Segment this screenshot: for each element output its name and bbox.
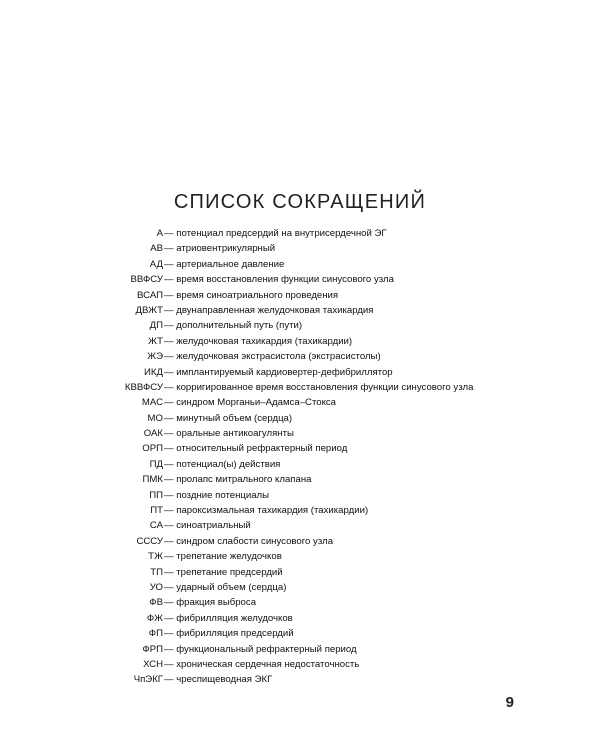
abbreviation-term: ПД bbox=[149, 458, 163, 470]
abbreviation-term: ПТ bbox=[150, 505, 163, 517]
abbreviation-definition: — синдром слабости синусового узла bbox=[164, 535, 334, 547]
abbreviation-row bbox=[0, 349, 600, 364]
abbreviation-definition: — фракция выброса bbox=[164, 597, 257, 609]
abbreviation-row bbox=[0, 672, 600, 687]
abbreviation-definition: — оральные антикоагулянты bbox=[164, 428, 294, 440]
abbreviation-row bbox=[0, 257, 600, 272]
abbreviation-definition: — желудочковая экстрасистола (экстрасистолы) bbox=[164, 351, 381, 363]
abbreviation-term: ВВФСУ bbox=[130, 274, 163, 286]
abbreviation-definition: — функциональный рефрактерный период bbox=[164, 643, 357, 655]
abbreviation-definition: — желудочковая тахикардия (тахикардии) bbox=[164, 335, 353, 347]
abbreviation-row bbox=[0, 226, 600, 241]
abbreviation-definition: — пароксизмальная тахикардия (тахикардии) bbox=[164, 505, 369, 517]
abbreviation-row bbox=[0, 457, 600, 472]
abbreviation-row bbox=[0, 441, 600, 456]
abbreviation-row bbox=[0, 642, 600, 657]
abbreviation-row bbox=[0, 472, 600, 487]
abbreviation-row bbox=[0, 380, 600, 395]
abbreviation-term: ПМК bbox=[142, 474, 163, 486]
abbreviation-definition: — фибрилляция предсердий bbox=[164, 628, 294, 640]
abbreviation-term: ДП bbox=[149, 320, 163, 332]
abbreviation-definition: — время синоатриального проведения bbox=[164, 289, 339, 301]
abbreviation-term: МАС bbox=[141, 397, 163, 409]
abbreviation-definition: — дополнительный путь (пути) bbox=[164, 320, 303, 332]
abbreviation-definition: — трепетание предсердий bbox=[164, 566, 283, 578]
abbreviation-definition: — трепетание желудочков bbox=[164, 551, 282, 563]
abbreviation-term: СССУ bbox=[136, 535, 163, 547]
abbreviation-term: ТП bbox=[150, 566, 163, 578]
abbreviation-row bbox=[0, 426, 600, 441]
abbreviation-term: КВВФСУ bbox=[124, 381, 163, 393]
abbreviation-row bbox=[0, 657, 600, 672]
abbreviation-term: ФЖ bbox=[146, 612, 163, 624]
abbreviation-term: ФВ bbox=[149, 597, 163, 609]
abbreviation-definition: — ударный объем (сердца) bbox=[164, 581, 287, 593]
abbreviation-term: ДВЖТ bbox=[135, 304, 163, 316]
abbreviation-row bbox=[0, 241, 600, 256]
abbreviation-definition: — чреспищеводная ЭКГ bbox=[164, 674, 273, 686]
page-title: СПИСОК СОКРАЩЕНИЙ bbox=[173, 191, 427, 214]
abbreviation-definition: — потенциал(ы) действия bbox=[164, 458, 281, 470]
abbreviation-row bbox=[0, 318, 600, 333]
abbreviation-definition: — корригированное время восстановления функции синусового узла bbox=[164, 381, 474, 393]
abbreviation-definition: — атриовентрикулярный bbox=[164, 243, 276, 255]
abbreviation-row bbox=[0, 549, 600, 564]
abbreviation-row bbox=[0, 534, 600, 549]
abbreviation-term: ЖЭ bbox=[147, 351, 163, 363]
abbreviation-row bbox=[0, 518, 600, 533]
abbreviation-definition: — хроническая сердечная недостаточность bbox=[164, 658, 360, 670]
abbreviation-row bbox=[0, 334, 600, 349]
abbreviation-term: ПП bbox=[149, 489, 163, 501]
abbreviation-term: ОАК bbox=[143, 428, 163, 440]
abbreviation-definition: — артериальное давление bbox=[164, 258, 285, 270]
abbreviation-term: ИКД bbox=[144, 366, 163, 378]
abbreviation-term: ТЖ bbox=[148, 551, 163, 563]
abbreviation-definition: — относительный рефрактерный период bbox=[164, 443, 348, 455]
abbreviation-definition: — время восстановления функции синусового узла bbox=[164, 274, 394, 286]
abbreviation-term: АД bbox=[149, 258, 163, 270]
abbreviation-definition: — двунаправленная желудочковая тахикардия bbox=[164, 304, 374, 316]
abbreviation-definition: — пролапс митрального клапана bbox=[164, 474, 312, 486]
abbreviation-definition: — синоатриальный bbox=[164, 520, 251, 532]
abbreviation-row bbox=[0, 503, 600, 518]
abbreviation-row bbox=[0, 411, 600, 426]
abbreviation-row bbox=[0, 611, 600, 626]
abbreviation-row bbox=[0, 580, 600, 595]
abbreviation-term: ФП bbox=[148, 628, 163, 640]
abbreviation-list bbox=[0, 226, 600, 688]
abbreviation-row bbox=[0, 272, 600, 287]
abbreviation-row bbox=[0, 488, 600, 503]
abbreviation-definition: — синдром Морганьи–Адамса–Стокса bbox=[164, 397, 337, 409]
abbreviation-term: АВ bbox=[150, 243, 163, 255]
abbreviation-row bbox=[0, 365, 600, 380]
abbreviation-definition: — фибрилляция желудочков bbox=[164, 612, 293, 624]
abbreviation-row bbox=[0, 303, 600, 318]
abbreviation-definition: — поздние потенциалы bbox=[164, 489, 270, 501]
abbreviation-row bbox=[0, 595, 600, 610]
abbreviation-term: УО bbox=[149, 581, 163, 593]
abbreviation-term: СА bbox=[149, 520, 163, 532]
abbreviation-row bbox=[0, 565, 600, 580]
abbreviation-term: ХСН bbox=[143, 658, 163, 670]
abbreviation-definition: — имплантируемый кардиовертер-дефибриллятор bbox=[164, 366, 393, 378]
page-number: 9 bbox=[505, 694, 514, 711]
abbreviation-row bbox=[0, 288, 600, 303]
abbreviation-term: ФРП bbox=[142, 643, 163, 655]
abbreviation-term: ЧпЭКГ bbox=[133, 674, 163, 686]
abbreviation-term: МО bbox=[147, 412, 163, 424]
abbreviation-row bbox=[0, 395, 600, 410]
abbreviation-term: ОРП bbox=[142, 443, 163, 455]
abbreviation-definition: — потенциал предсердий на внутрисердечной ЭГ bbox=[164, 228, 387, 239]
abbreviation-row bbox=[0, 626, 600, 641]
abbreviation-term: ВСАП bbox=[137, 289, 163, 301]
abbreviation-term: А bbox=[156, 228, 163, 239]
abbreviation-definition: — минутный объем (сердца) bbox=[164, 412, 293, 424]
abbreviation-term: ЖТ bbox=[148, 335, 163, 347]
